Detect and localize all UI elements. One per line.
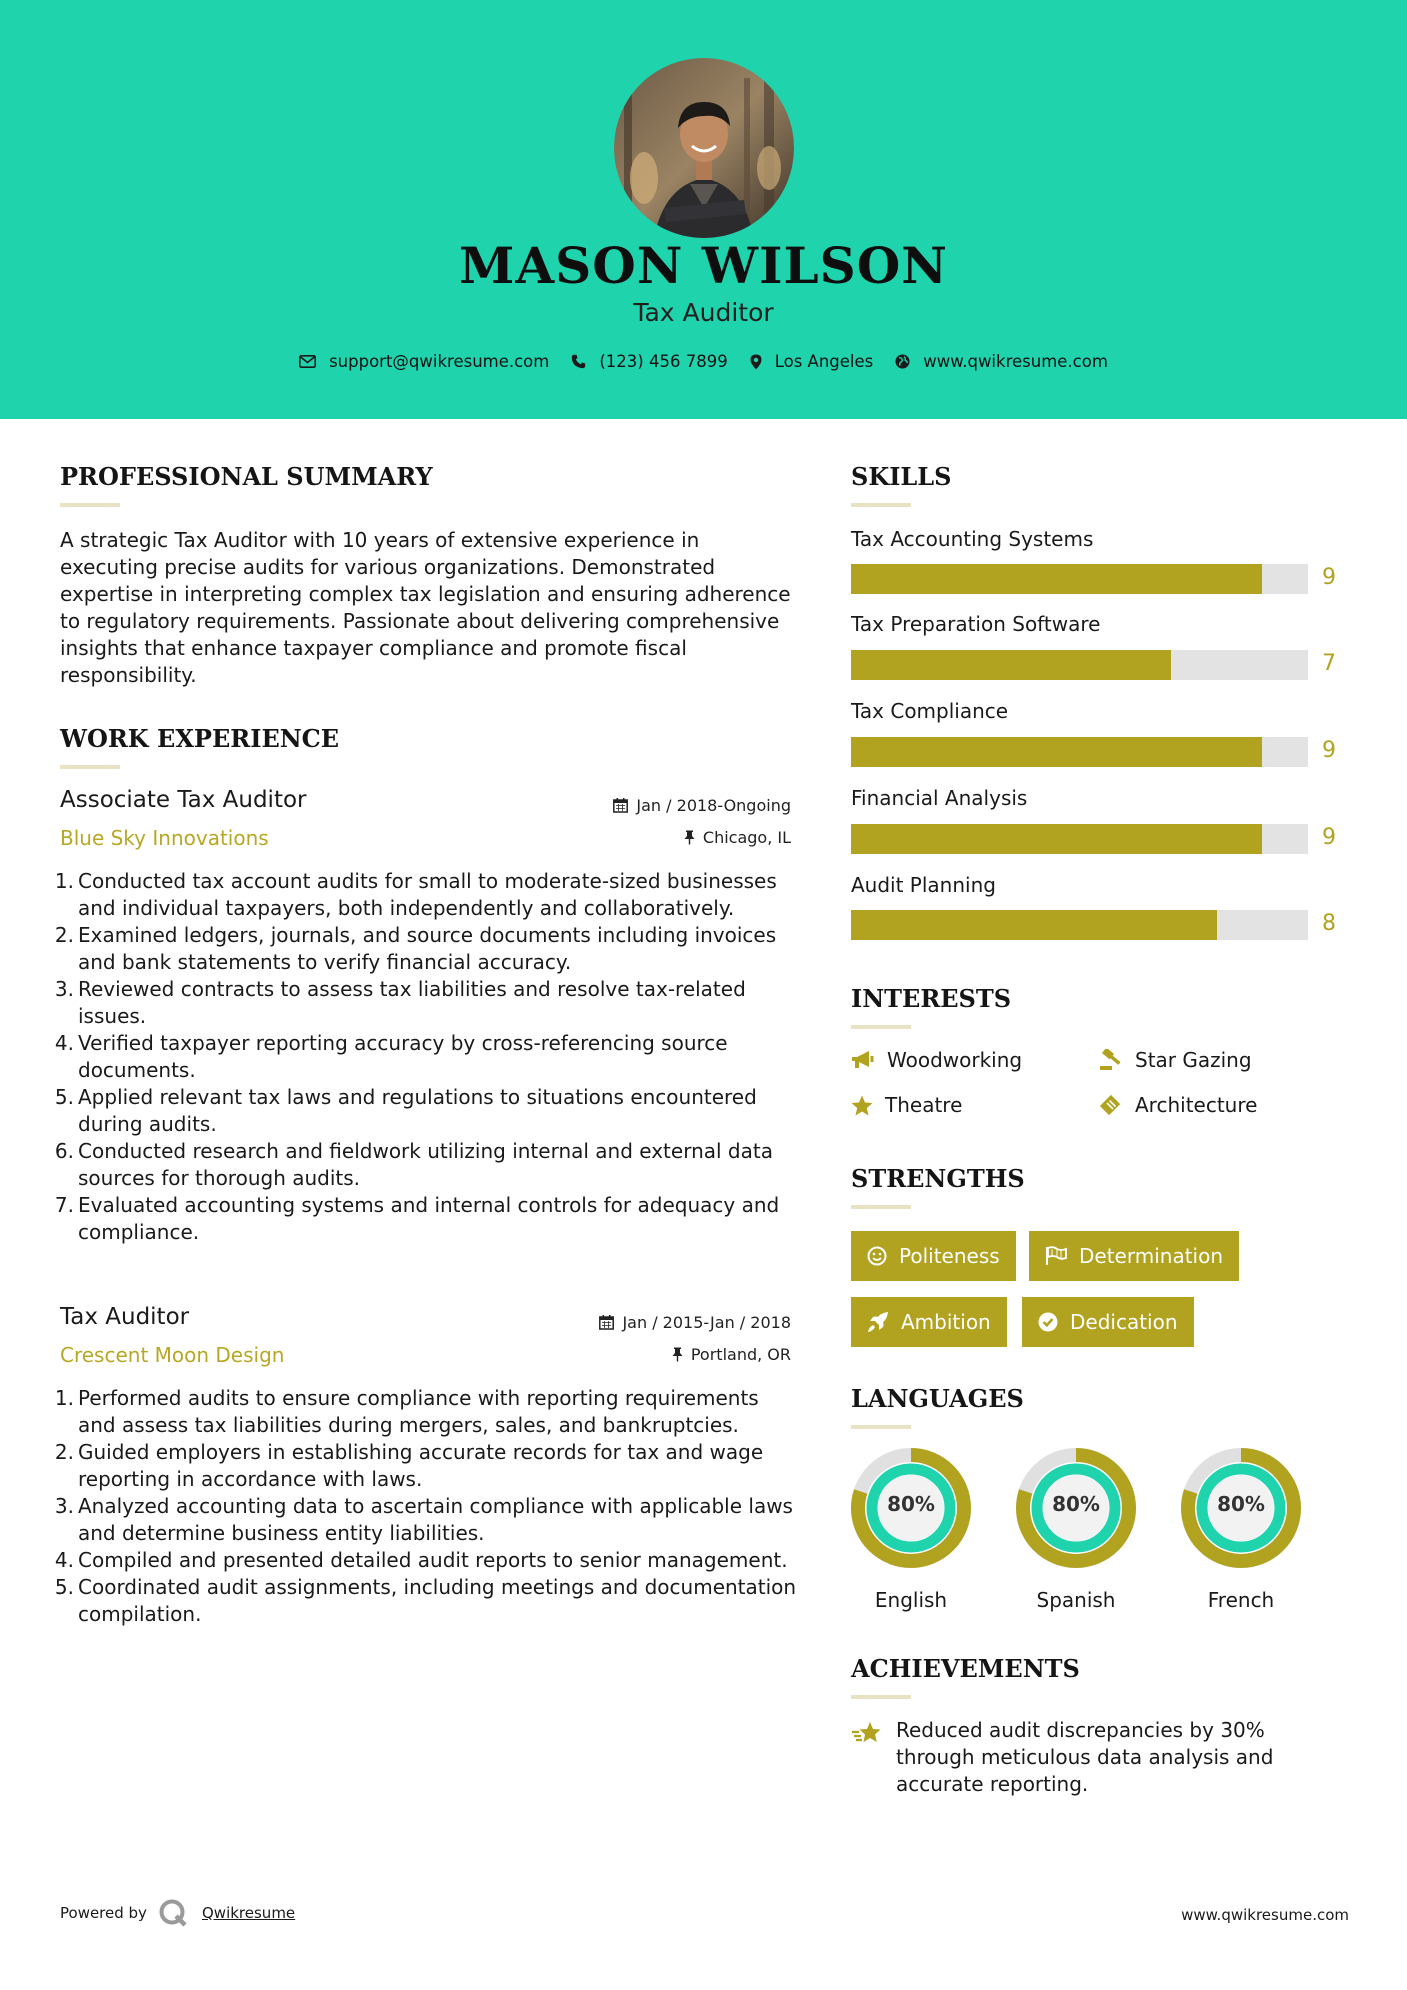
- smile-icon: [867, 1246, 887, 1266]
- language-name: English: [874, 1588, 948, 1612]
- duty-item: 6. Conducted research and fieldwork utilizing internal and external data sources for thorough audits.: [54, 1139, 773, 1190]
- strength-tag: [851, 1231, 1016, 1281]
- interest-label: Star Gazing: [1135, 1048, 1252, 1072]
- skill-bar-track: [851, 824, 1308, 854]
- language-name: Spanish: [1036, 1588, 1116, 1612]
- job-company: Crescent Moon Design: [60, 1343, 285, 1367]
- skill-bar-fill: [851, 564, 1262, 594]
- powered-by-label: Powered by: [60, 1904, 147, 1922]
- experience-divider: [60, 765, 120, 769]
- language-percent: 80%: [1052, 1492, 1100, 1516]
- duty-item: 1. Performed audits to ensure compliance with reporting requirements and assess tax liabilities during mergers, sales, and bankruptcies.: [54, 1386, 759, 1437]
- bullhorn-icon: [851, 1050, 875, 1070]
- skill-bar-fill: [851, 650, 1171, 680]
- contact-phone-text: (123) 456 7899: [599, 352, 728, 371]
- interest-item: [1099, 1093, 1257, 1117]
- skill-bar-fill: [851, 824, 1262, 854]
- contact-email[interactable]: [299, 352, 549, 371]
- interest-label: Theatre: [885, 1093, 963, 1117]
- interests-divider: [851, 1025, 911, 1029]
- skill-level: 9: [1322, 565, 1336, 590]
- languages-heading: LANGUAGES: [851, 1384, 1024, 1413]
- contact-bar: [0, 352, 1407, 371]
- globe-icon: [895, 354, 910, 369]
- job-location-text: Chicago, IL: [702, 828, 791, 847]
- job-company: Blue Sky Innovations: [60, 826, 269, 850]
- map-marker-icon: [750, 354, 762, 370]
- skills-divider: [851, 503, 911, 507]
- strength-tag: [1029, 1231, 1239, 1281]
- ticket-icon: [1099, 1094, 1123, 1116]
- achievement-text: Reduced audit discrepancies by 30% through meticulous data analysis and accurate reporting.: [896, 1718, 1274, 1796]
- contact-email-text: support@qwikresume.com: [329, 352, 550, 371]
- interest-label: Architecture: [1135, 1093, 1258, 1117]
- job-duties: [54, 868, 800, 1246]
- duty-item: 1. Conducted tax account audits for small to moderate-sized businesses and individual taxpayers, both independently and collaboratively.: [54, 869, 777, 920]
- phone-icon: [571, 354, 586, 369]
- duty-item: 3. Analyzed accounting data to ascertain compliance with applicable laws and determine business entity liabilities.: [54, 1494, 793, 1545]
- summary-heading: PROFESSIONAL SUMMARY: [60, 462, 433, 491]
- job-dates-text: Jan / 2018-Ongoing: [636, 796, 791, 815]
- skill-level: 8: [1322, 911, 1336, 936]
- interest-item: [1099, 1048, 1252, 1072]
- summary-text: A strategic Tax Auditor with 10 years of extensive experience in executing precise audits for various organizations. Demonstrated expertise in interpreting complex tax legislation and ensuring adherence to regulatory requirements. Passionate about delivering comprehensive insights that enhance taxpayer compliance and promote fiscal responsibility.: [60, 528, 791, 687]
- language-percent: 80%: [887, 1492, 935, 1516]
- job-location-text: Portland, OR: [690, 1345, 791, 1364]
- envelope-icon: [299, 355, 316, 368]
- pushpin-icon: [672, 1347, 683, 1362]
- interest-label: Woodworking: [887, 1048, 1023, 1072]
- check-circle-icon: [1038, 1312, 1058, 1332]
- skill-label: Tax Compliance: [851, 699, 1009, 723]
- strength-label: Ambition: [901, 1310, 991, 1334]
- language-percent: 80%: [1217, 1492, 1265, 1516]
- duty-item: 4. Compiled and presented detailed audit reports to senior management.: [54, 1548, 788, 1572]
- rocket-icon: [867, 1311, 889, 1333]
- duty-item: 2. Examined ledgers, journals, and source documents including invoices and bank statements to verify financial accuracy.: [54, 923, 777, 974]
- footer-website[interactable]: www.qwikresume.com: [1181, 1906, 1349, 1924]
- flag-icon: [1045, 1246, 1067, 1266]
- calendar-icon: [613, 798, 628, 813]
- calendar-icon: [599, 1315, 614, 1330]
- skill-label: Tax Preparation Software: [851, 612, 1101, 636]
- strength-label: Dedication: [1070, 1310, 1178, 1334]
- contact-website-text: www.qwikresume.com: [923, 352, 1108, 371]
- duty-item: 5. Applied relevant tax laws and regulations to situations encountered during audits.: [54, 1085, 757, 1136]
- job-dates: [599, 1313, 791, 1332]
- duty-item: 5. Coordinated audit assignments, including meetings and documentation compilation.: [54, 1575, 797, 1626]
- skill-bar-track: [851, 564, 1308, 594]
- languages-divider: [851, 1425, 911, 1429]
- achievements-divider: [851, 1695, 911, 1699]
- skill-level: 7: [1322, 651, 1336, 676]
- skill-level: 9: [1322, 738, 1336, 763]
- interest-item: [851, 1048, 1022, 1072]
- interest-item: [851, 1093, 962, 1117]
- contact-phone[interactable]: [571, 352, 727, 371]
- duty-item: 7. Evaluated accounting systems and internal controls for adequacy and compliance.: [54, 1193, 780, 1244]
- job-dates-text: Jan / 2015-Jan / 2018: [622, 1313, 791, 1332]
- job-location: [672, 1345, 791, 1364]
- job-location: [684, 828, 791, 847]
- gavel-icon: [1099, 1049, 1123, 1071]
- skill-bar-track: [851, 910, 1308, 940]
- job-role: Associate Tax Auditor: [60, 787, 307, 813]
- strength-label: Politeness: [899, 1244, 1000, 1268]
- contact-location-text: Los Angeles: [774, 352, 874, 371]
- star-icon: [851, 1095, 873, 1116]
- strength-tag: [1022, 1297, 1194, 1347]
- summary-divider: [60, 503, 120, 507]
- strength-label: Determination: [1079, 1244, 1224, 1268]
- strengths-divider: [851, 1205, 911, 1209]
- shooting-star-icon: [851, 1720, 883, 1748]
- duty-item: 4. Verified taxpayer reporting accuracy by cross-referencing source documents.: [54, 1031, 728, 1082]
- job-dates: [613, 796, 791, 815]
- strengths-heading: STRENGTHS: [851, 1164, 1025, 1193]
- job-duties: [54, 1385, 800, 1628]
- profile-photo: [614, 58, 794, 238]
- skill-bar-track: [851, 650, 1308, 680]
- contact-location: [750, 352, 874, 371]
- achievements-heading: ACHIEVEMENTS: [851, 1654, 1080, 1683]
- skill-bar-track: [851, 737, 1308, 767]
- skills-heading: SKILLS: [851, 462, 952, 491]
- pushpin-icon: [684, 830, 695, 845]
- job-role: Tax Auditor: [60, 1304, 190, 1330]
- experience-heading: WORK EXPERIENCE: [60, 724, 340, 753]
- skill-bar-fill: [851, 910, 1217, 940]
- skill-label: Tax Accounting Systems: [851, 527, 1094, 551]
- header: [0, 0, 1407, 419]
- strength-tag: [851, 1297, 1007, 1347]
- qwikresume-link[interactable]: Qwikresume: [202, 1904, 296, 1922]
- interests-heading: INTERESTS: [851, 984, 1012, 1013]
- candidate-title: Tax Auditor: [633, 298, 774, 327]
- skill-label: Audit Planning: [851, 873, 996, 897]
- language-name: French: [1207, 1588, 1275, 1612]
- skill-bar-fill: [851, 737, 1262, 767]
- duty-item: 2. Guided employers in establishing accurate records for tax and wage reporting in accordance with laws.: [54, 1440, 764, 1491]
- contact-website[interactable]: [895, 352, 1108, 371]
- skill-label: Financial Analysis: [851, 786, 1028, 810]
- qwikresume-logo: [158, 1898, 188, 1928]
- duty-item: 3. Reviewed contracts to assess tax liabilities and resolve tax-related issues.: [54, 977, 746, 1028]
- skill-level: 9: [1322, 825, 1336, 850]
- candidate-name: MASON WILSON: [459, 236, 948, 295]
